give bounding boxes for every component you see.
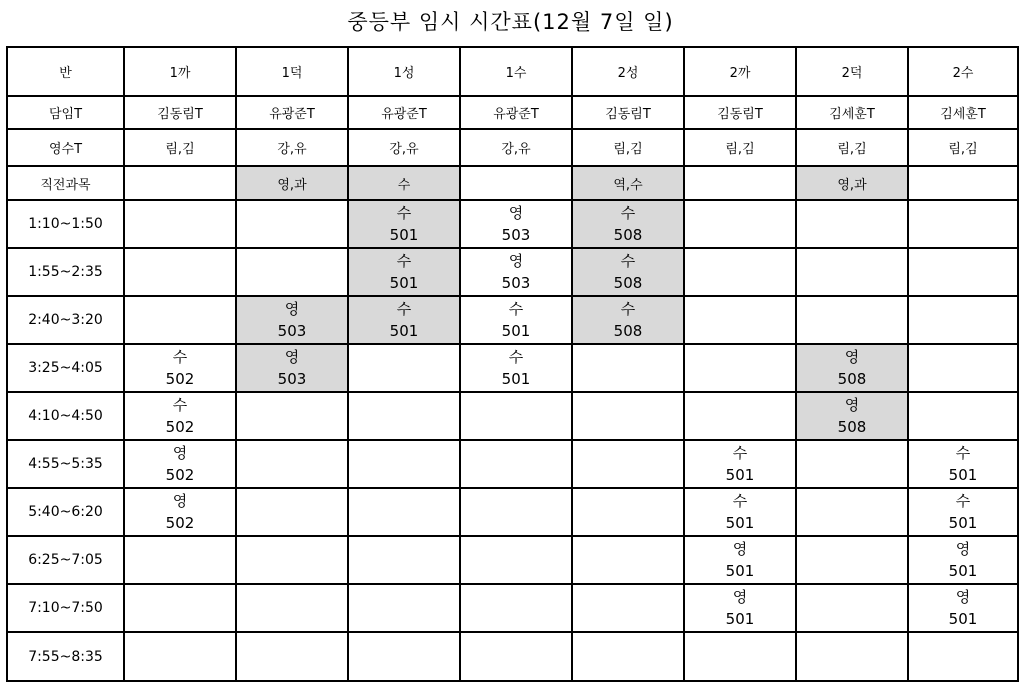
schedule-cell xyxy=(684,392,796,440)
info-cell xyxy=(908,166,1018,200)
room-number: 502 xyxy=(165,418,195,436)
subject-label: 수 xyxy=(955,492,971,510)
header-cell-6: 2까 xyxy=(684,47,796,96)
subject-label: 수 xyxy=(396,252,412,270)
schedule-cell xyxy=(124,440,236,488)
schedule-cell xyxy=(460,248,572,296)
info-cell: 김세훈T xyxy=(908,96,1018,129)
room-number: 501 xyxy=(389,322,419,340)
period-row xyxy=(7,392,1018,440)
schedule-cell xyxy=(572,632,684,681)
schedule-cell xyxy=(460,200,572,248)
room-number: 503 xyxy=(277,322,307,340)
room-number: 501 xyxy=(948,514,978,532)
room-number: 508 xyxy=(613,322,643,340)
schedule-cell xyxy=(460,488,572,536)
subject-label: 수 xyxy=(396,300,412,318)
info-row-label: 영수T xyxy=(7,129,124,166)
schedule-cell xyxy=(572,248,684,296)
schedule-cell xyxy=(348,584,460,632)
schedule-cell xyxy=(236,344,348,392)
info-row-label: 담임T xyxy=(7,96,124,129)
schedule-cell xyxy=(796,584,908,632)
subject-label: 수 xyxy=(620,204,636,222)
period-row xyxy=(7,488,1018,536)
info-cell: 김동림T xyxy=(124,96,236,129)
info-cell xyxy=(460,166,572,200)
subject-label: 수 xyxy=(508,300,524,318)
period-row xyxy=(7,632,1018,681)
header-cell-7: 2덕 xyxy=(796,47,908,96)
schedule-cell xyxy=(236,536,348,584)
schedule-cell xyxy=(348,632,460,681)
info-cell: 림,김 xyxy=(124,129,236,166)
header-row xyxy=(7,47,1018,96)
subject-label: 영 xyxy=(172,444,188,462)
timetable xyxy=(6,46,1019,682)
schedule-cell xyxy=(908,344,1018,392)
info-cell: 림,김 xyxy=(908,129,1018,166)
schedule-cell xyxy=(796,344,908,392)
schedule-cell xyxy=(124,200,236,248)
schedule-cell xyxy=(684,200,796,248)
schedule-cell xyxy=(124,584,236,632)
schedule-cell xyxy=(796,296,908,344)
subject-label: 수 xyxy=(955,444,971,462)
schedule-cell xyxy=(236,296,348,344)
room-number: 501 xyxy=(501,322,531,340)
room-number: 501 xyxy=(501,370,531,388)
schedule-cell xyxy=(348,536,460,584)
schedule-cell xyxy=(572,584,684,632)
period-time: 1:10~1:50 xyxy=(7,200,124,248)
schedule-cell xyxy=(460,344,572,392)
period-time: 2:40~3:20 xyxy=(7,296,124,344)
schedule-cell xyxy=(684,632,796,681)
info-row xyxy=(7,96,1018,129)
info-cell xyxy=(684,166,796,200)
room-number: 502 xyxy=(165,466,195,484)
schedule-cell xyxy=(236,584,348,632)
info-cell: 강,유 xyxy=(348,129,460,166)
subject-label: 영 xyxy=(955,588,971,606)
info-cell: 유광준T xyxy=(348,96,460,129)
period-time: 5:40~6:20 xyxy=(7,488,124,536)
period-row xyxy=(7,440,1018,488)
subject-label: 수 xyxy=(620,252,636,270)
schedule-cell xyxy=(124,632,236,681)
schedule-cell xyxy=(236,632,348,681)
subject-label: 영 xyxy=(955,540,971,558)
period-row xyxy=(7,344,1018,392)
schedule-cell xyxy=(908,296,1018,344)
header-cell-3: 1성 xyxy=(348,47,460,96)
schedule-cell xyxy=(572,536,684,584)
schedule-cell xyxy=(460,536,572,584)
header-cell-2: 1덕 xyxy=(236,47,348,96)
schedule-cell xyxy=(124,488,236,536)
schedule-cell xyxy=(124,536,236,584)
subject-label: 영 xyxy=(172,492,188,510)
period-time: 4:10~4:50 xyxy=(7,392,124,440)
schedule-cell xyxy=(124,344,236,392)
info-cell: 역,수 xyxy=(572,166,684,200)
info-cell: 강,유 xyxy=(236,129,348,166)
schedule-cell xyxy=(908,200,1018,248)
subject-label: 영 xyxy=(844,396,860,414)
schedule-cell xyxy=(572,488,684,536)
room-number: 508 xyxy=(613,274,643,292)
schedule-cell xyxy=(796,536,908,584)
schedule-cell xyxy=(236,200,348,248)
info-cell: 림,김 xyxy=(572,129,684,166)
subject-label: 수 xyxy=(508,348,524,366)
schedule-cell xyxy=(796,440,908,488)
room-number: 508 xyxy=(837,418,867,436)
period-row xyxy=(7,536,1018,584)
header-cell-class: 반 xyxy=(7,47,124,96)
info-cell: 김동림T xyxy=(572,96,684,129)
info-cell: 강,유 xyxy=(460,129,572,166)
info-cell: 림,김 xyxy=(684,129,796,166)
period-row xyxy=(7,584,1018,632)
period-time: 6:25~7:05 xyxy=(7,536,124,584)
schedule-cell xyxy=(348,200,460,248)
schedule-cell xyxy=(908,632,1018,681)
schedule-cell xyxy=(684,248,796,296)
info-cell xyxy=(124,166,236,200)
room-number: 501 xyxy=(725,562,755,580)
schedule-cell xyxy=(124,296,236,344)
period-time: 7:10~7:50 xyxy=(7,584,124,632)
info-row xyxy=(7,166,1018,200)
room-number: 501 xyxy=(725,514,755,532)
schedule-cell xyxy=(236,392,348,440)
info-cell: 김동림T xyxy=(684,96,796,129)
schedule-cell xyxy=(348,248,460,296)
schedule-cell xyxy=(460,440,572,488)
schedule-cell xyxy=(572,344,684,392)
room-number: 503 xyxy=(277,370,307,388)
schedule-cell xyxy=(684,584,796,632)
period-time: 7:55~8:35 xyxy=(7,632,124,681)
period-row xyxy=(7,200,1018,248)
header-cell-5: 2성 xyxy=(572,47,684,96)
schedule-cell xyxy=(796,392,908,440)
schedule-cell xyxy=(908,392,1018,440)
timetable-body xyxy=(7,47,1018,681)
schedule-cell xyxy=(348,344,460,392)
room-number: 508 xyxy=(837,370,867,388)
info-cell: 수 xyxy=(348,166,460,200)
info-row xyxy=(7,129,1018,166)
schedule-cell xyxy=(684,344,796,392)
schedule-cell xyxy=(460,632,572,681)
schedule-cell xyxy=(908,584,1018,632)
info-cell: 김세훈T xyxy=(796,96,908,129)
schedule-cell xyxy=(460,392,572,440)
room-number: 501 xyxy=(389,274,419,292)
room-number: 501 xyxy=(948,562,978,580)
header-cell-8: 2수 xyxy=(908,47,1018,96)
schedule-cell xyxy=(460,584,572,632)
subject-label: 수 xyxy=(732,444,748,462)
schedule-cell xyxy=(236,248,348,296)
room-number: 508 xyxy=(613,226,643,244)
schedule-cell xyxy=(684,440,796,488)
schedule-cell xyxy=(348,488,460,536)
info-cell: 영,과 xyxy=(796,166,908,200)
schedule-cell xyxy=(572,200,684,248)
schedule-cell xyxy=(124,392,236,440)
period-time: 4:55~5:35 xyxy=(7,440,124,488)
schedule-cell xyxy=(236,440,348,488)
room-number: 501 xyxy=(948,466,978,484)
period-row xyxy=(7,248,1018,296)
schedule-cell xyxy=(908,248,1018,296)
schedule-cell xyxy=(908,536,1018,584)
schedule-cell xyxy=(572,296,684,344)
subject-label: 영 xyxy=(284,300,300,318)
schedule-cell xyxy=(908,488,1018,536)
schedule-cell xyxy=(796,200,908,248)
info-row-label: 직전과목 xyxy=(7,166,124,200)
subject-label: 영 xyxy=(732,540,748,558)
schedule-cell xyxy=(908,440,1018,488)
room-number: 503 xyxy=(501,274,531,292)
info-cell: 림,김 xyxy=(796,129,908,166)
subject-label: 영 xyxy=(508,252,524,270)
subject-label: 수 xyxy=(172,348,188,366)
room-number: 501 xyxy=(389,226,419,244)
schedule-cell xyxy=(684,296,796,344)
room-number: 501 xyxy=(948,610,978,628)
schedule-cell xyxy=(572,392,684,440)
period-row xyxy=(7,296,1018,344)
schedule-cell xyxy=(684,536,796,584)
schedule-cell xyxy=(572,440,684,488)
schedule-cell xyxy=(796,488,908,536)
room-number: 501 xyxy=(725,610,755,628)
schedule-cell xyxy=(348,392,460,440)
room-number: 501 xyxy=(725,466,755,484)
subject-label: 영 xyxy=(844,348,860,366)
schedule-cell xyxy=(236,488,348,536)
period-time: 3:25~4:05 xyxy=(7,344,124,392)
subject-label: 영 xyxy=(284,348,300,366)
schedule-cell xyxy=(796,632,908,681)
schedule-cell xyxy=(348,440,460,488)
schedule-cell xyxy=(684,488,796,536)
schedule-cell xyxy=(460,296,572,344)
subject-label: 수 xyxy=(172,396,188,414)
header-cell-1: 1까 xyxy=(124,47,236,96)
schedule-cell xyxy=(796,248,908,296)
period-time: 1:55~2:35 xyxy=(7,248,124,296)
schedule-cell xyxy=(348,296,460,344)
room-number: 502 xyxy=(165,514,195,532)
subject-label: 영 xyxy=(508,204,524,222)
info-cell: 유광준T xyxy=(460,96,572,129)
room-number: 503 xyxy=(501,226,531,244)
subject-label: 수 xyxy=(732,492,748,510)
room-number: 502 xyxy=(165,370,195,388)
subject-label: 영 xyxy=(732,588,748,606)
subject-label: 수 xyxy=(396,204,412,222)
header-cell-4: 1수 xyxy=(460,47,572,96)
page-title: 중등부 임시 시간표(12월 7일 일) xyxy=(347,10,674,34)
info-cell: 영,과 xyxy=(236,166,348,200)
subject-label: 수 xyxy=(620,300,636,318)
info-cell: 유광준T xyxy=(236,96,348,129)
schedule-cell xyxy=(124,248,236,296)
